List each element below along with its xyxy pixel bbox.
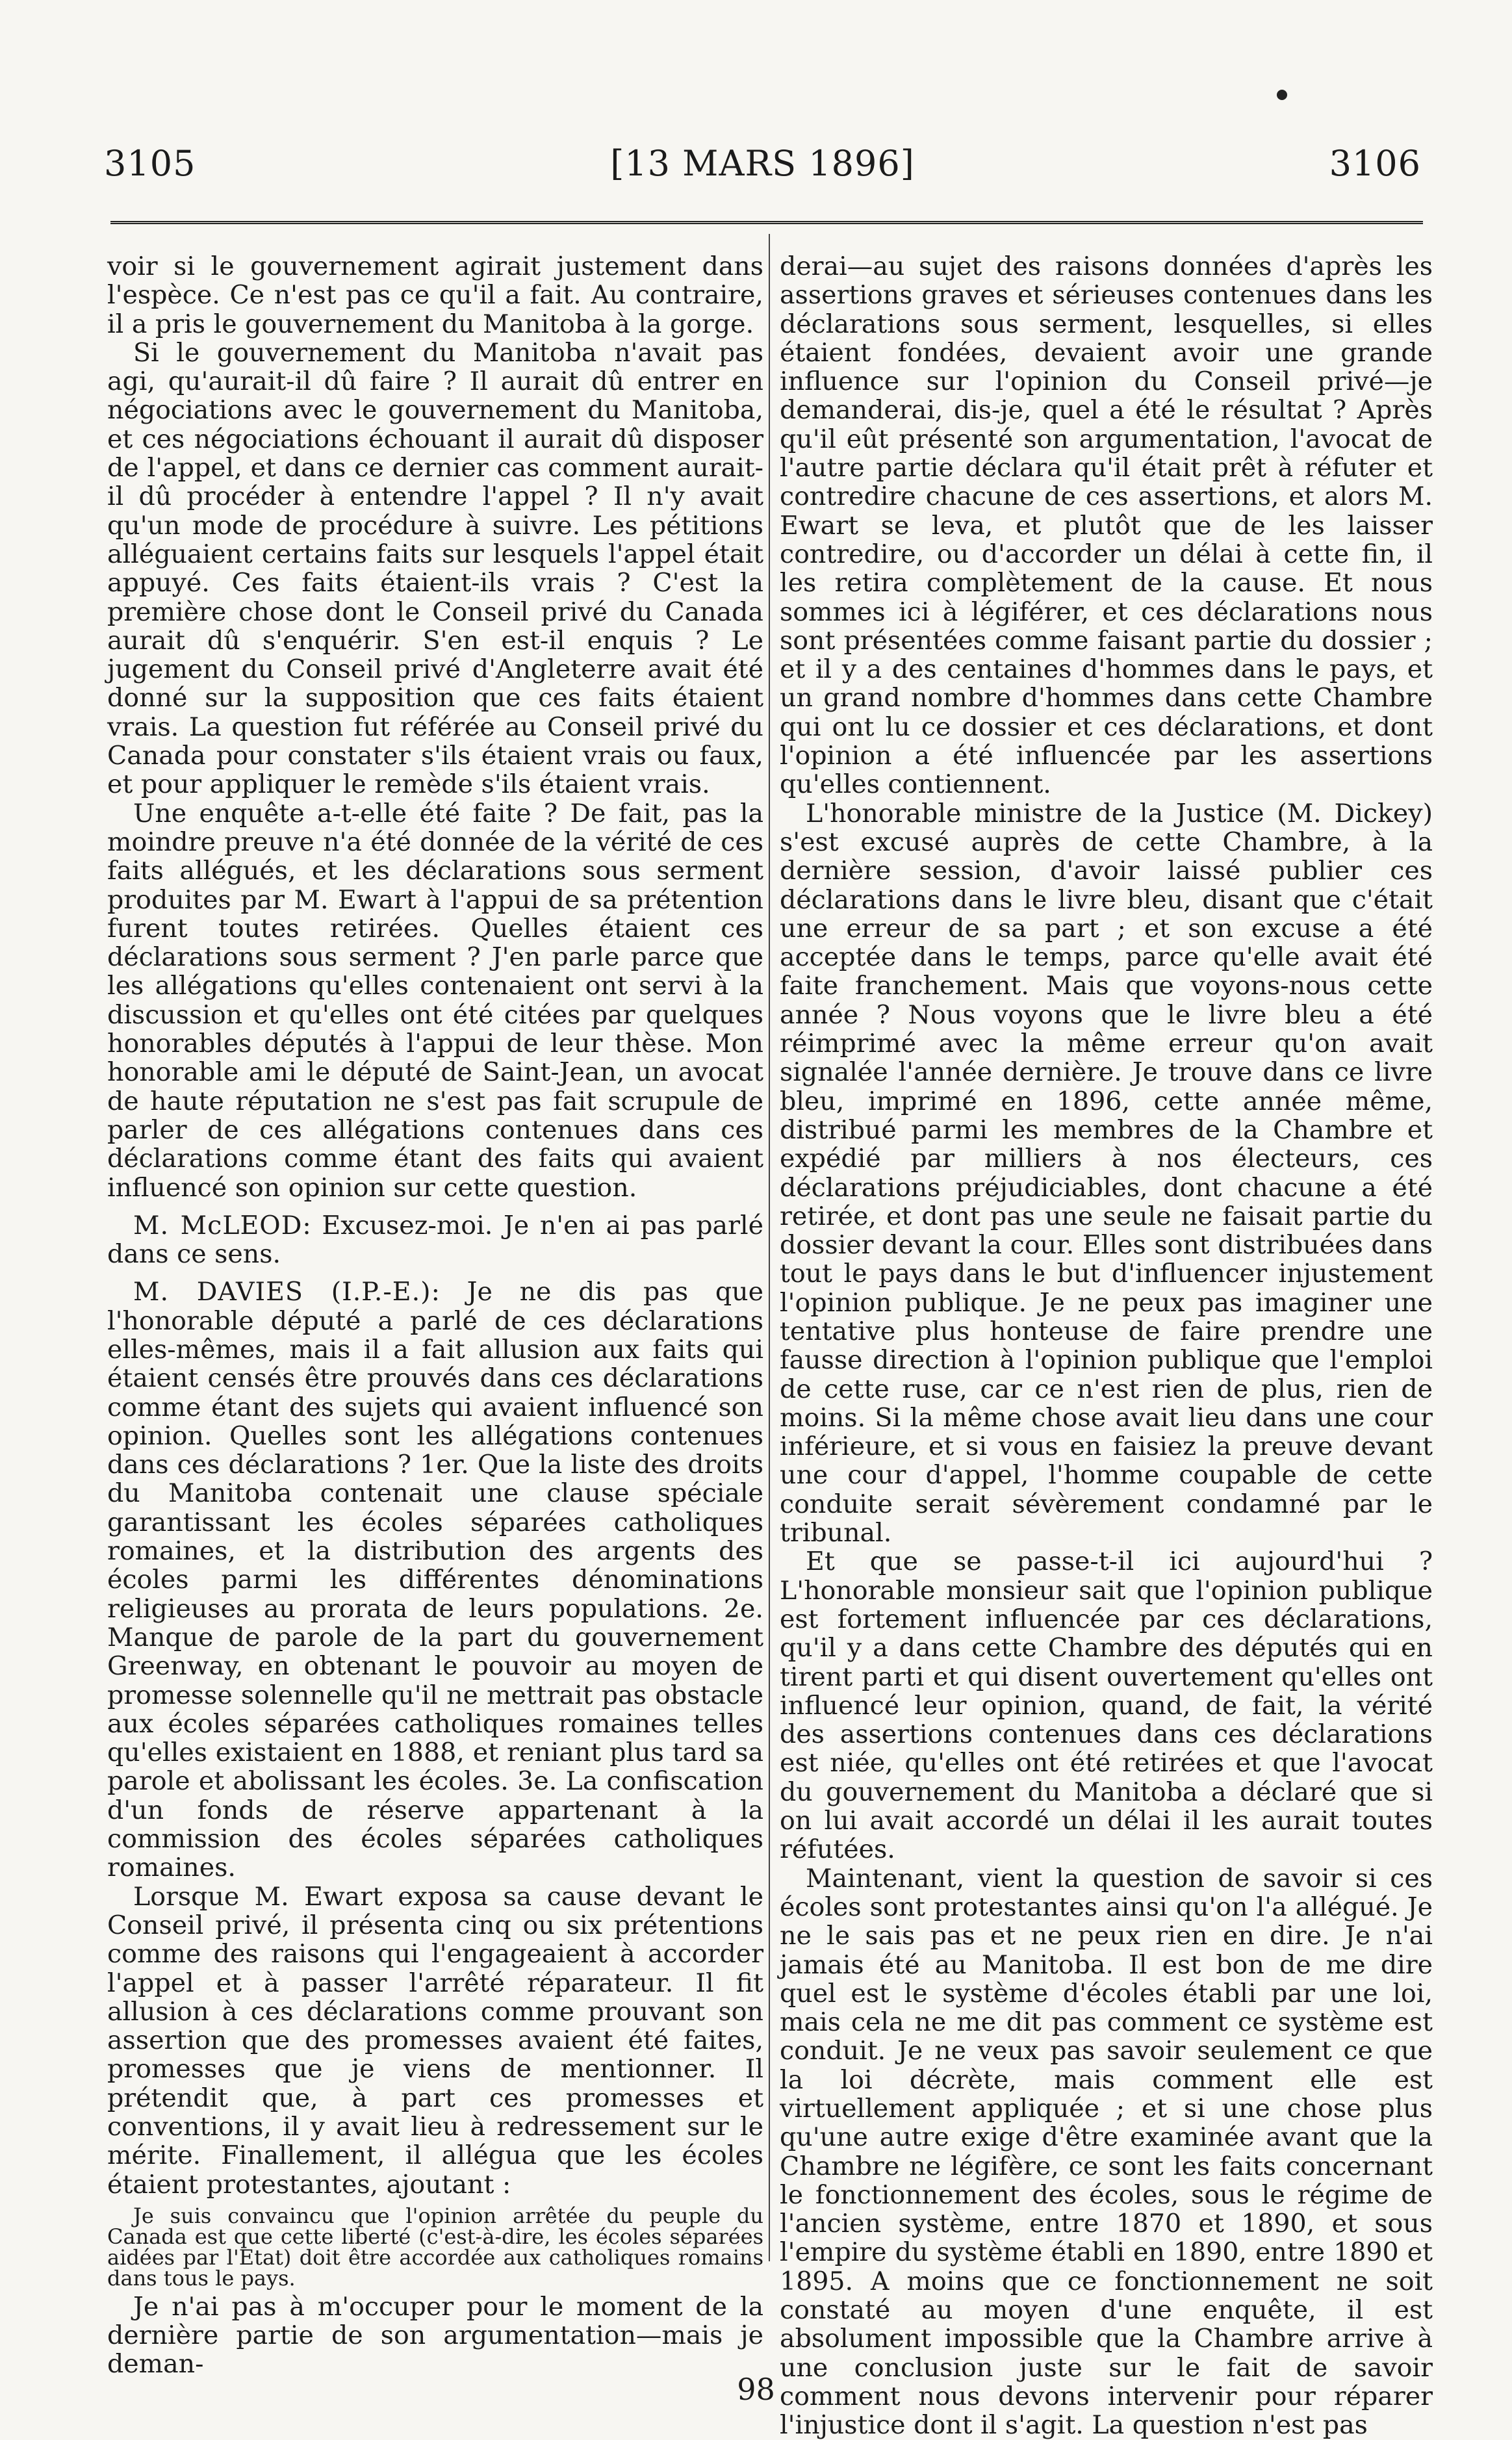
- paragraph: Et que se passe-t-il ici aujourd'hui ? L'honorable monsieur sait que l'opinion publique est fortement influencée par ces déclarations, qu'il y a dans cette Chambre des députés qui en tirent parti et qui disent ouvertement qu'elles ont influencé leur opinion, quand, de fait, la vérité des assertions contenues dans ces déclarations est niée, qu'elles ont été retirées et que l'avocat du gouvernement du Manitoba a déclaré que si on lui avait accordé un délai il les aurait toutes réfutées.: [780, 1547, 1433, 1865]
- speech-mcleod: [107, 1211, 763, 1269]
- right-column: [780, 252, 1433, 2440]
- page-number-left: 3105: [104, 143, 196, 184]
- paragraph: Je n'ai pas à m'occuper pour le moment de la dernière partie de son argumentation—mais je deman-: [107, 2291, 763, 2380]
- ink-speck: [1277, 90, 1287, 100]
- block-quote: Je suis convaincu que l'opinion arrêtée du peuple du Canada est que cette liberté (c'est-à-dire, les écoles séparées aidées par l'Etat) doit être accordée aux catholiques romains dans tous le pays.: [107, 2203, 763, 2291]
- paragraph: Maintenant, vient la question de savoir si ces écoles sont protestantes ainsi qu'on l'a allégué. Je ne le sais pas et ne peux rien en dire. Je n'ai jamais été au Manitoba. Il est bon de me dire quel est le système d'écoles établi par une loi, mais cela ne me dit pas comment ce système est conduit. Je ne veux pas savoir seulement ce que la loi décrète, mais comment elle est virtuellement appliquée ; et si une chose plus qu'une autre exige d'être examinée avant que la Chambre ne légifère, ce sont les faits concernant le fonctionnement des écoles, sous le régime de l'ancien système, entre 1870 et 1890, et sous l'empire du système établi en 1890, entre 1890 et 1895. A moins que ce fonctionnement ne soit constaté au moyen d'une enquête, il est absolument impossible que la Chambre arrive à une conclusion juste sur le fait de savoir comment nous devons intervenir pour réparer l'injustice dont il s'agit. La question n'est pas: [780, 1863, 1433, 2440]
- paragraph: voir si le gouvernement agirait justement dans l'espèce. Ce n'est pas ce qu'il a fait. Au contraire, il a pris le gouvernement du Manitoba à la gorge.: [107, 251, 763, 339]
- page-header: [104, 143, 1421, 188]
- speech-davies: [107, 1278, 763, 1882]
- header-rule: [110, 221, 1423, 224]
- sheet-number: 98: [737, 2372, 775, 2407]
- left-column: [107, 252, 763, 2379]
- paragraph: derai—au sujet des raisons données d'après les assertions graves et sérieuses contenues dans les déclarations sous serment, lesquelles, si elles étaient fondées, devaient avoir une grande influence sur l'opinion du Conseil privé—je demanderai, dis-je, quel a été le résultat ? Après qu'il eût présenté son argumentation, l'avocat de l'autre partie déclara qu'il était prêt à réfuter et contredire chacune de ces assertions, et alors M. Ewart se leva, et plutôt que de les laisser contredire, ou d'accorder un délai à cette fin, il les retira complètement de la cause. Et nous sommes ici à légiférer, et ces déclarations nous sont présentées comme faisant partie du dossier ; et il y a des centaines d'hommes dans le pays, et un grand nombre d'hommes dans cette Chambre qui ont lu ce dossier et ces déclarations, et dont l'opinion a été influencée par les assertions qu'elles contiennent.: [780, 251, 1433, 800]
- paragraph: Si le gouvernement du Manitoba n'avait pas agi, qu'aurait-il dû faire ? Il aurait dû entrer en négociations avec le gouvernement du Manitoba, et ces négociations échouant il aurait dû disposer de l'appel, et dans ce dernier cas comment aurait-il dû procéder à entendre l'appel ? Il n'y avait qu'un mode de procédure à suivre. Les pétitions alléguaient certains faits sur lesquels l'appel était appuyé. Ces faits étaient-ils vrais ? C'est la première chose dont le Conseil privé du Canada aurait dû s'enquérir. S'en est-il enquis ? Le jugement du Conseil privé d'Angleterre avait été donné sur la supposition que ces faits étaient vrais. La question fut référée au Conseil privé du Canada pour constater s'ils étaient vrais ou faux, et pour appliquer le remède s'ils étaient vrais.: [107, 337, 763, 800]
- session-date: [13 MARS 1896]: [610, 143, 915, 184]
- speech-text: : Je ne dis pas que l'honorable député a parlé de ces déclarations elles-mêmes, mais il a fait allusion aux faits qui étaient censés être prouvés dans ces déclarations comme étant des sujets qui avaient influencé son opinion. Quelles sont les allégations contenues dans ces déclarations ? 1er. Que la liste des droits du Manitoba contenait une clause spéciale garantissant les écoles séparées catholiques romaines, et la distribution des argents des écoles parmi les différentes dénominations religieuses au prorata de leurs populations. 2e. Manque de parole de la part du gouvernement Greenway, en obtenant le pouvoir au moyen de promesse solennelle qu'il ne mettrait pas obstacle aux écoles séparées catholiques romaines telles qu'elles existaient en 1888, et reniant plus tard sa parole et abolissant les écoles. 3e. La confiscation d'un fonds de réserve appartenant à la commission des écoles séparées catholiques romaines.: [107, 1277, 763, 1883]
- paragraph: Une enquête a-t-elle été faite ? De fait, pas la moindre preuve n'a été donnée de la vérité de ces faits allégués, et les déclarations sous serment produites par M. Ewart à l'appui de sa prétention furent toutes retirées. Quelles étaient ces déclarations sous serment ? J'en parle parce que les allégations qu'elles contenaient ont servi à la discussion et qu'elles ont été citées par quelques honorables députés à l'appui de leur thèse. Mon honorable ami le député de Saint-Jean, un avocat de haute réputation ne s'est pas fait scrupule de parler de ces allégations contenues dans ces déclarations comme étant des faits qui avaient influencé son opinion sur cette question.: [107, 798, 763, 1203]
- paragraph: L'honorable ministre de la Justice (M. Dickey) s'est excusé auprès de cette Chambre, à la dernière session, d'avoir laissé publier ces déclarations dans le livre bleu, disant que c'était une erreur de sa part ; et son excuse a été acceptée dans le temps, parce qu'elle avait été faite franchement. Mais que voyons-nous cette année ? Nous voyons que le livre bleu a été réimprimé avec la même erreur qu'on avait signalée l'année dernière. Je trouve dans ce livre bleu, imprimé en 1896, cette année même, distribué parmi les membres de la Chambre et expédié par milliers à nos électeurs, ces déclarations préjudiciables, dont chacune a été retirée, et dont pas une seule ne faisait partie du dossier devant la cour. Elles sont distribuées dans tout le pays dans le but d'influencer injustement l'opinion publique. Je ne peux pas imaginer une tentative plus honteuse de faire prendre une fausse direction à l'opinion publique que l'emploi de cette ruse, car ce n'est rien de plus, rien de moins. Si la même chose avait lieu dans une cour inférieure, et si vous en faisiez la preuve devant une cour d'appel, l'homme coupable de cette conduite serait sévèrement condamné par le tribunal.: [780, 798, 1433, 1548]
- page-footer: [0, 2372, 1512, 2407]
- speaker-name: M. McLEOD: [133, 1210, 303, 1240]
- page-number-right: 3106: [1329, 143, 1421, 184]
- column-divider: [769, 234, 770, 2261]
- paragraph: Lorsque M. Ewart exposa sa cause devant le Conseil privé, il présenta cinq ou six prétentions comme des raisons qui l'engageaient à accorder l'appel et à passer l'arrêté réparateur. Il fit allusion à ces déclarations comme prouvant son assertion que des promesses avaient été faites, promesses que je viens de mentionner. Il prétendit que, à part ces promesses et conventions, il y avait lieu à redressement sur le mérite. Finallement, il allégua que les écoles étaient protestantes, ajoutant :: [107, 1881, 763, 2200]
- speech-text: : Excusez-moi. Je n'en ai pas parlé dans ce sens.: [107, 1210, 763, 1270]
- speaker-name: M. DAVIES (I.P.-E.): [133, 1277, 431, 1307]
